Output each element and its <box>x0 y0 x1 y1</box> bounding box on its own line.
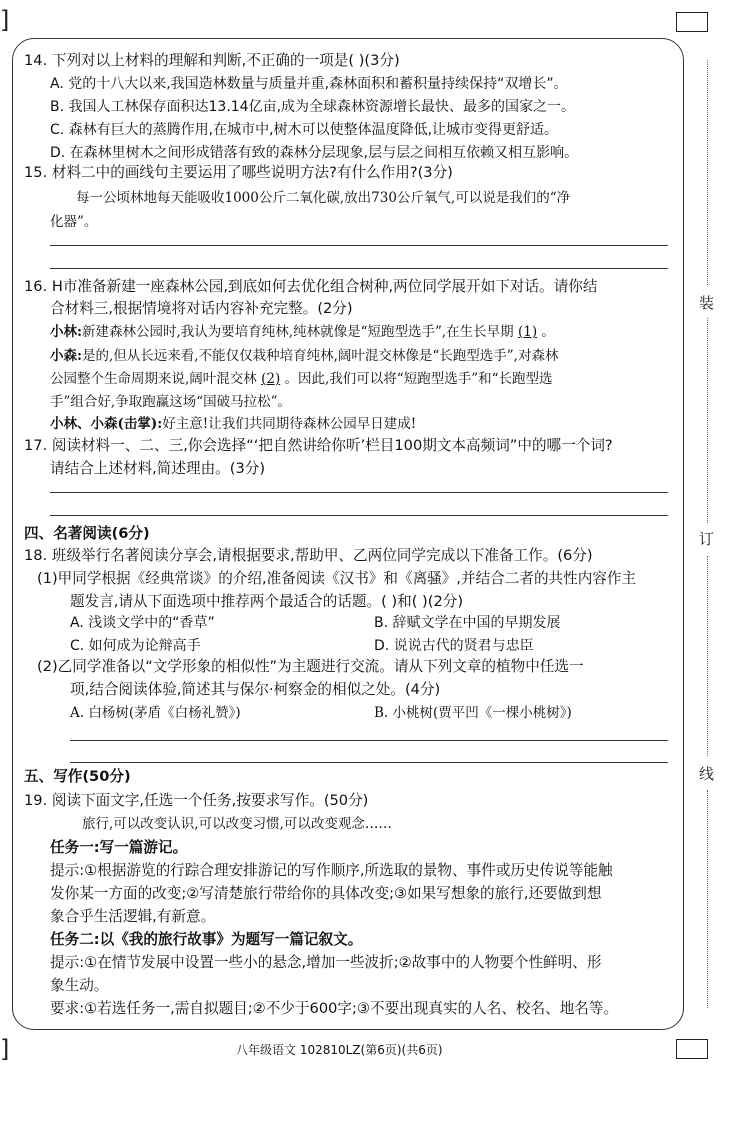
binding-char-zhuang: 装 <box>699 294 715 312</box>
speaker-xiaolin: 小林: <box>50 324 82 340</box>
q16-lin-end: 。 <box>541 324 555 340</box>
task1-hint-line1: 提示:①根据游览的行踪合理安排游记的写作顺序,所选取的景物、事件或历史传说等能触 <box>50 862 613 879</box>
binding-char-ding: 订 <box>699 530 715 548</box>
q18-stem: 18. 班级举行名著阅读分享会,请根据要求,帮助甲、乙两位同学完成以下准备工作。(6分) <box>24 547 593 564</box>
q14-option-a: A. 党的十八大以来,我国造林数量与质量并重,森林面积和蓄积量持续保持“双增长”。 <box>50 76 568 92</box>
task1-hint-line3: 象合乎生活逻辑,有新意。 <box>50 908 216 925</box>
binding-dotted-line <box>707 60 708 285</box>
q16-sen-text2a: 公园整个生命周期来说,阔叶混交林 <box>50 371 257 387</box>
q19-quote: 旅行,可以改变认识,可以改变习惯,可以改变观念…… <box>82 816 392 832</box>
binding-char-xian: 线 <box>699 765 715 783</box>
q16-sen-line2 <box>50 369 553 389</box>
q15-answer-line[interactable] <box>50 268 668 269</box>
binding-dotted-line <box>707 318 708 523</box>
q16-sen-line1 <box>50 346 558 366</box>
binding-dotted-line <box>707 556 708 756</box>
q17-answer-line[interactable] <box>50 515 668 516</box>
q15-stem: 15. 材料二中的画线句主要运用了哪些说明方法?有什么作用?(3分) <box>24 164 453 181</box>
q18-part1-line1: (1)甲同学根据《经典常谈》的介绍,准备阅读《汉书》和《离骚》,并结合二者的共性内容作主 <box>37 570 637 587</box>
q16-sen-line3: 手”组合好,争取跑赢这场“国破马拉松”。 <box>50 394 291 410</box>
q16-both-text: 好主意!让我们共同期待森林公园早日建成! <box>162 416 417 432</box>
task1-hint-line2: 发你某一方面的改变;②写清楚旅行带给你的具体改变;③如果写想象的旅行,还要做到想 <box>50 885 602 902</box>
q15-answer-line[interactable] <box>50 245 668 246</box>
q19-stem: 19. 阅读下面文字,任选一个任务,按要求写作。(50分) <box>24 792 369 809</box>
q17-answer-line[interactable] <box>50 492 668 493</box>
q18-part1-line2: 题发言,请从下面选项中推荐两个最适合的话题。( )和( )(2分) <box>70 593 464 610</box>
q15-quote-line2: 化器”。 <box>50 214 98 230</box>
page-footer: 八年级语文 102810LZ(第6页)(共6页) <box>236 1043 443 1057</box>
q16-both-line <box>50 414 416 434</box>
q17-stem-line2: 请结合上述材料,简述理由。(3分) <box>50 460 266 477</box>
q16-lin-line <box>50 322 555 342</box>
corner-box-bottom <box>676 1039 708 1059</box>
speaker-both: 小林、小森(击掌): <box>50 416 163 432</box>
task2-hint-line2: 象生动。 <box>50 977 109 994</box>
left-bracket-bottom: ] <box>0 1035 10 1063</box>
binding-dotted-line <box>707 790 708 1008</box>
speaker-xiaosen: 小森: <box>50 348 82 364</box>
task-requirements: 要求:①若选任务一,需自拟题目;②不少于600字;③不要出现真实的人名、校名、地名等。 <box>50 1000 619 1017</box>
q18-option-c: C. 如何成为论辩高手 <box>70 638 201 654</box>
q16-sen-text1: 是的,但从长远来看,不能仅仅栽种培育纯林,阔叶混交林像是“长跑型选手”,对森林 <box>81 348 559 364</box>
q16-sen-text2b: 。因此,我们可以将“短跑型选手”和“长跑型选 <box>284 371 553 387</box>
q15-quote-line1: 每一公顷林地每天能吸收1000公斤二氧化碳,放出730公斤氧气,可以说是我们的“净 <box>76 190 571 206</box>
q16-stem-line1: 16. H市准备新建一座森林公园,到底如何去优化组合树种,两位同学展开如下对话。请你结 <box>24 278 598 295</box>
corner-box-top <box>676 12 708 32</box>
task1-title: 任务一:写一篇游记。 <box>50 839 188 856</box>
q18-part2-option-b: B. 小桃树(贾平凹《一棵小桃树》) <box>374 705 572 721</box>
q18-option-d: D. 说说古代的贤君与忠臣 <box>374 638 534 654</box>
task2-title: 任务二:以《我的旅行故事》为题写一篇记叙文。 <box>50 931 363 948</box>
q14-stem: 14. 下列对以上材料的理解和判断,不正确的一项是( )(3分) <box>24 52 400 69</box>
q18-option-b: B. 辞赋文学在中国的早期发展 <box>374 615 561 631</box>
q18-part2-line1: (2)乙同学准备以“文学形象的相似性”为主题进行交流。请从下列文章的植物中任选一 <box>37 658 584 675</box>
q16-blank-2[interactable]: (2) <box>261 371 281 387</box>
q18-part2-line2: 项,结合阅读体验,简述其与保尔·柯察金的相似之处。(4分) <box>70 681 441 698</box>
q16-lin-text: 新建森林公园时,我认为要培育纯林,纯林就像是“短跑型选手”,在生长早期 <box>81 324 514 340</box>
q18-part2-option-a: A. 白杨树(茅盾《白杨礼赞》) <box>70 705 241 721</box>
q18-answer-line[interactable] <box>70 762 668 763</box>
q18-option-a: A. 浅谈文学中的“香草” <box>70 615 215 631</box>
q14-option-c: C. 森林有巨大的蒸腾作用,在城市中,树木可以使整体温度降低,让城市变得更舒适。 <box>50 122 559 138</box>
q17-stem-line1: 17. 阅读材料一、二、三,你会选择“‘把自然讲给你听’栏目100期文本高频词”中的哪一个词? <box>24 437 613 454</box>
task2-hint-line1: 提示:①在情节发展中设置一些小的悬念,增加一些波折;②故事中的人物要个性鲜明、形 <box>50 954 602 971</box>
q16-blank-1[interactable]: (1) <box>517 324 538 340</box>
section5-title: 五、写作(50分) <box>24 768 131 785</box>
q16-stem-line2: 合材料三,根据情境将对话内容补充完整。(2分) <box>50 300 353 317</box>
q14-option-b: B. 我国人工林保存面积达13.14亿亩,成为全球森林资源增长最快、最多的国家之一。 <box>50 99 576 115</box>
section4-title: 四、名著阅读(6分) <box>24 525 150 542</box>
q18-answer-line[interactable] <box>70 740 668 741</box>
left-bracket-top: ] <box>0 6 10 34</box>
q14-option-d: D. 在森林里树木之间形成错落有致的森林分层现象,层与层之间相互依赖又相互影响。 <box>50 145 579 161</box>
